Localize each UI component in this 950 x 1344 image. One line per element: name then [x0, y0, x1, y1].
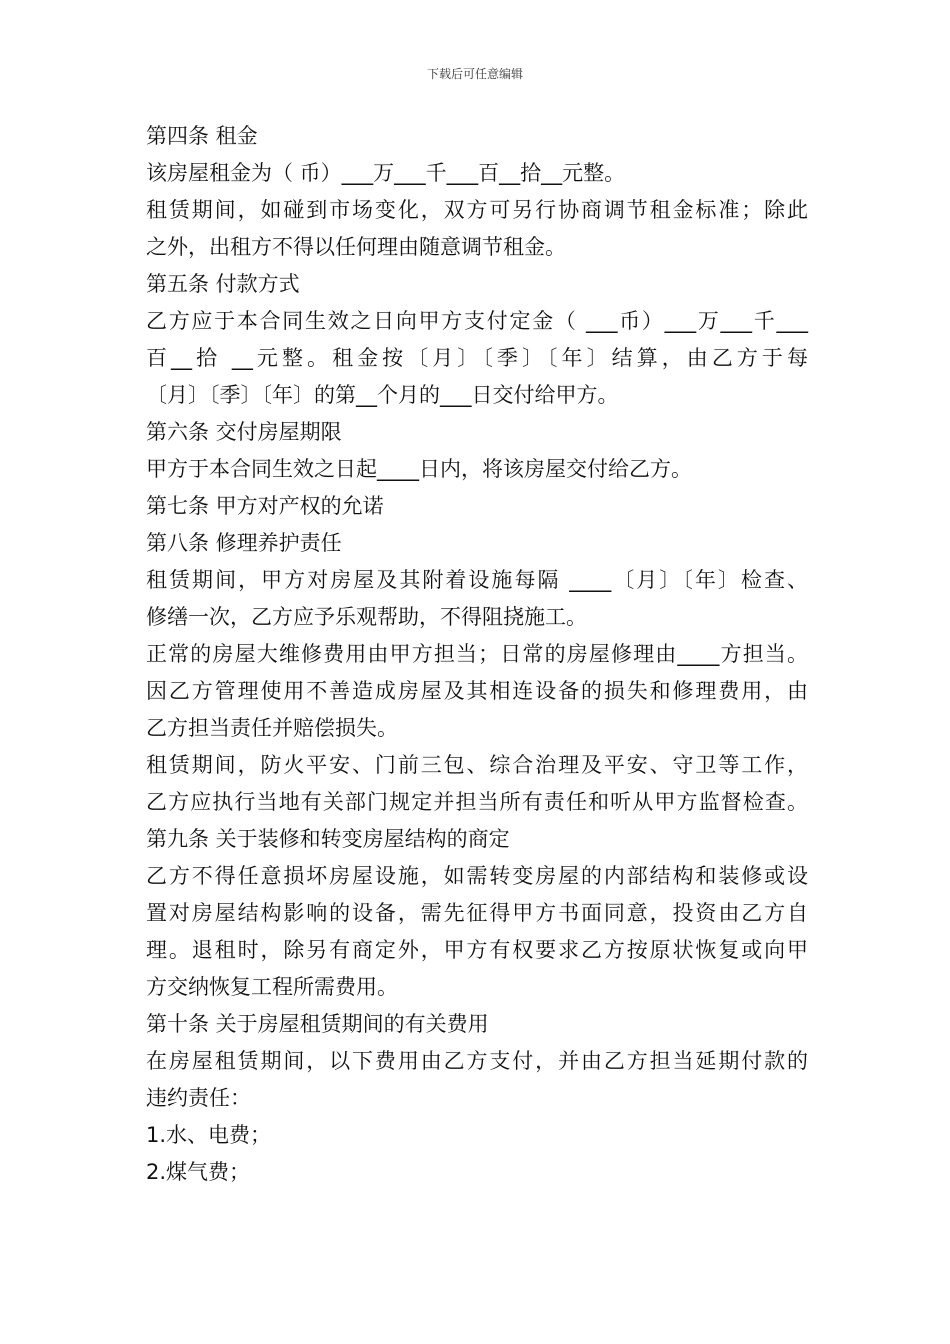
text-line: 租赁期间，防火平安、门前三包、综合治理及平安、守卫等工作，	[146, 753, 808, 777]
text-line: 〔月〕〔季〕〔年〕的第__个月的___日交付给甲方。	[146, 383, 619, 407]
text-line: 方交纳恢复工程所需费用。	[146, 975, 398, 999]
text-line: 违约责任：	[146, 1086, 251, 1110]
text-line: 之外，出租方不得以任何理由随意调节租金。	[146, 235, 566, 259]
text-line: 正常的房屋大维修费用由甲方担当；日常的房屋修理由____方担当。	[146, 642, 808, 666]
text-line: 在房屋租赁期间，以下费用由乙方支付，并由乙方担当延期付款的	[146, 1049, 808, 1073]
document-body	[146, 118, 808, 1191]
text-line: 置对房屋结构影响的设备，需先征得甲方书面同意，投资由乙方自	[146, 901, 808, 925]
text-line: 修缮一次，乙方应予乐观帮助，不得阻挠施工。	[146, 605, 587, 629]
text-line: 租赁期间，甲方对房屋及其附着设施每隔 ____〔月〕〔年〕检查、	[146, 568, 808, 592]
text-line: 甲方于本合同生效之日起____日内，将该房屋交付给乙方。	[146, 457, 692, 481]
text-line: 百__拾 __元整。租金按〔月〕〔季〕〔年〕结算，由乙方于每	[146, 346, 808, 370]
text-line: 第七条 甲方对产权的允诺	[146, 494, 384, 518]
page-header: 下载后可任意编辑	[426, 67, 523, 81]
text-line: 乙方不得任意损坏房屋设施，如需转变房屋的内部结构和装修或设	[146, 864, 808, 888]
text-line: 乙方应于本合同生效之日向甲方支付定金（ ___币）___万___千___	[146, 309, 808, 333]
text-line: 第九条 关于装修和转变房屋结构的商定	[146, 827, 510, 851]
text-line: 第八条 修理养护责任	[146, 531, 342, 555]
text-line: 第五条 付款方式	[146, 272, 300, 296]
text-line: 乙方担当责任并赔偿损失。	[146, 716, 398, 740]
text-line: 第四条 租金	[146, 124, 258, 148]
text-line: 租赁期间，如碰到市场变化，双方可另行协商调节租金标准；除此	[146, 198, 808, 222]
text-line: 该房屋租金为（ 币）___万___千___百__拾__元整。	[146, 161, 626, 185]
text-line: 乙方应执行当地有关部门规定并担当所有责任和听从甲方监督检查。	[146, 790, 808, 814]
text-line: 理。退租时，除另有商定外，甲方有权要求乙方按原状恢复或向甲	[146, 938, 808, 962]
text-line: 2.煤气费；	[146, 1160, 251, 1184]
text-line: 因乙方管理使用不善造成房屋及其相连设备的损失和修理费用，由	[146, 679, 808, 703]
text-line: 第十条 关于房屋租赁期间的有关费用	[146, 1012, 489, 1036]
text-line: 第六条 交付房屋期限	[146, 420, 342, 444]
text-line: 1.水、电费；	[146, 1123, 272, 1147]
